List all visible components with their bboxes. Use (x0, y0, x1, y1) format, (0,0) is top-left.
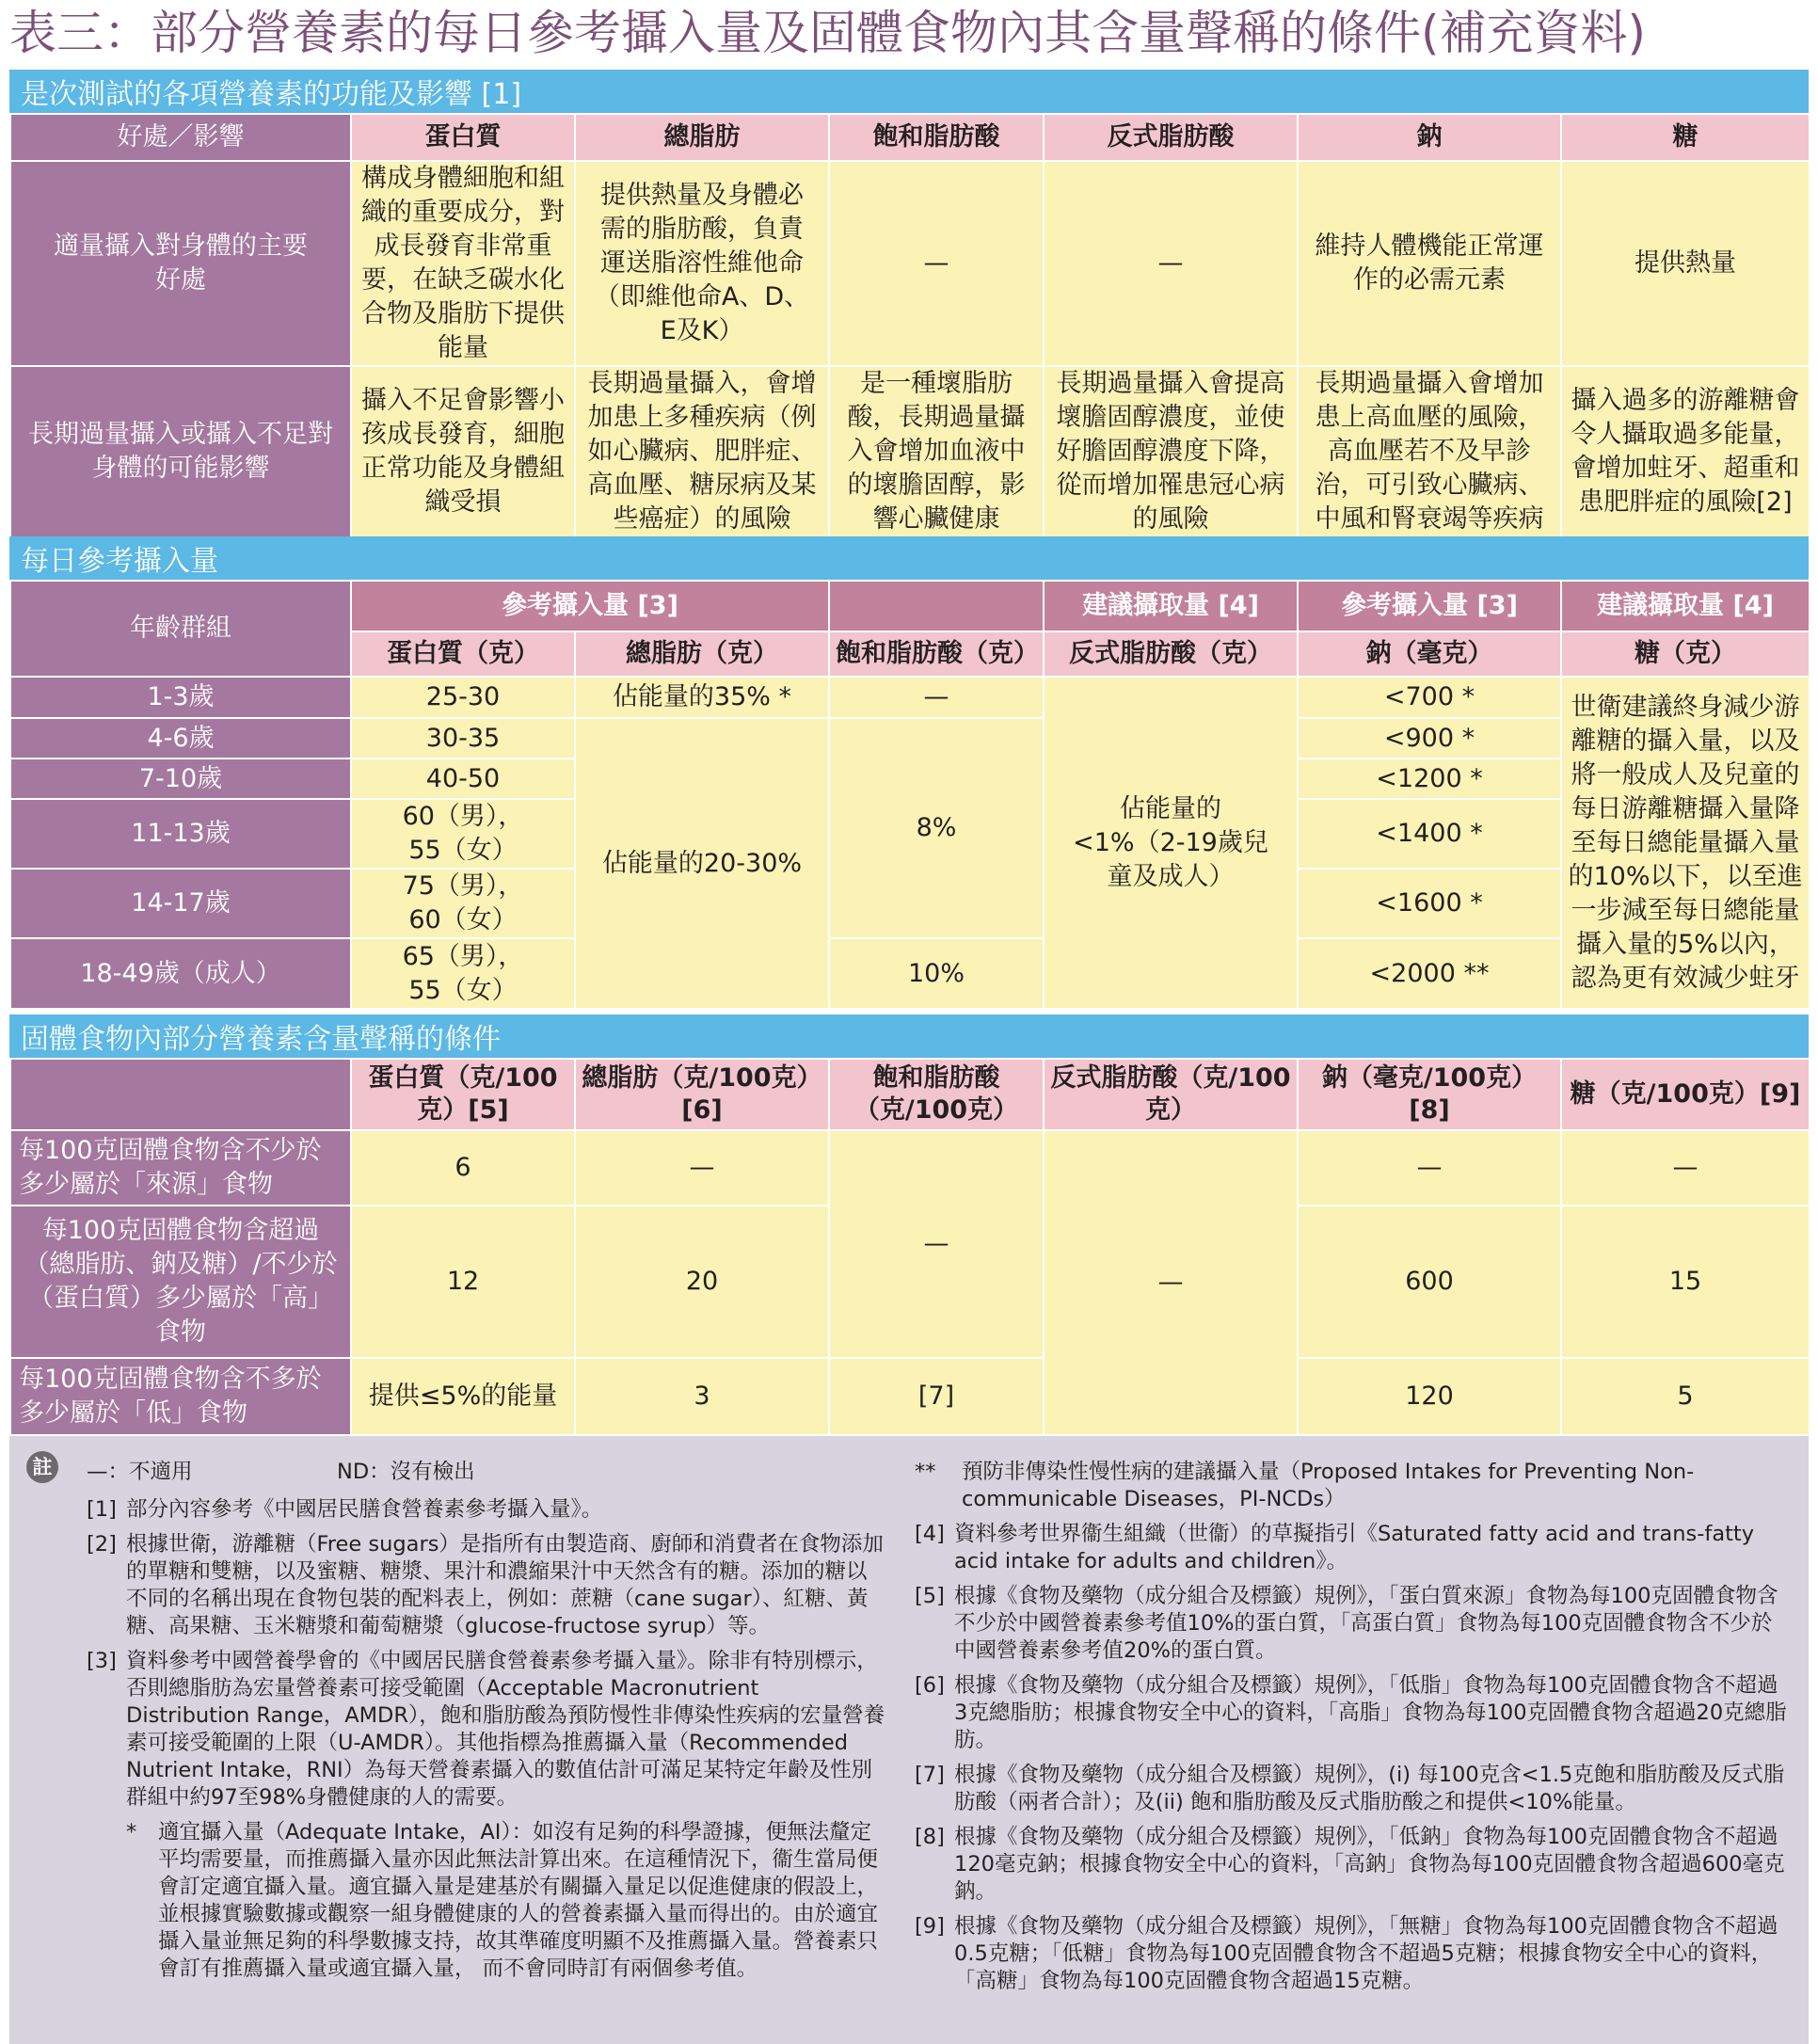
saturated-adult: 10% (829, 938, 1044, 1009)
group-header-suggest-trans: 建議攝取量 [4] (1044, 581, 1298, 631)
claims-header-fat: 總脂肪（克/100克）[6] (575, 1059, 829, 1130)
cell-benefit-protein: 構成身體細胞和組織的重要成分，對成長發育非常重要，在缺乏碳水化合物及脂肪下提供能量 (351, 161, 575, 366)
claims-header-protein: 蛋白質（克/100克）[5] (351, 1059, 575, 1130)
functions-table (9, 113, 1810, 538)
claim-saturated-merged: — (829, 1130, 1044, 1358)
header-sodium: 鈉 (1298, 114, 1561, 161)
claim-label-low: 每100克固體食物含不多於多少屬於「低」食物 (10, 1358, 351, 1435)
age-14-17: 14-17歲 (10, 869, 351, 938)
group-header-blank (829, 581, 1044, 631)
intake-table (9, 580, 1810, 1010)
notes-badge: 註 (26, 1451, 58, 1483)
protein-18-49: 65（男），55（女） (351, 938, 575, 1009)
header-sugar: 糖 (1561, 114, 1810, 161)
claims-header-sodium: 鈉（毫克/100克）[8] (1298, 1059, 1561, 1130)
legend-nd: ND：沒有檢出 (337, 1460, 475, 1484)
legend-na: —：不適用 (87, 1460, 193, 1484)
claim-source-fat: — (575, 1130, 829, 1206)
trans-all-ages: 佔能量的<1%（2-19歲兒童及成人） (1044, 677, 1298, 1009)
claim-low-protein: 提供≤5%的能量 (351, 1358, 575, 1435)
claim-source-protein: 6 (351, 1130, 575, 1206)
row-label-benefits: 適量攝入對身體的主要好處 (10, 161, 351, 366)
claim-source-sugar: — (1561, 1130, 1810, 1206)
fat-1-3: 佔能量的35% * (575, 677, 829, 718)
saturated-mid: 8% (829, 718, 1044, 938)
cell-benefit-fat: 提供熱量及身體必需的脂肪酸，負責運送脂溶性維他命（即維他命A、D、E及K） (575, 161, 829, 366)
claim-high-sodium: 600 (1298, 1206, 1561, 1358)
claim-low-fat: 3 (575, 1358, 829, 1435)
page-title: 表三：部分營養素的每日參考攝入量及固體食物內其含量聲稱的條件(補充資料) (9, 6, 1647, 60)
age-11-13: 11-13歲 (10, 799, 351, 869)
claims-header-saturated: 飽和脂肪酸（克/100克） (829, 1059, 1044, 1130)
notes-left-column (87, 1496, 886, 1990)
age-7-10: 7-10歲 (10, 759, 351, 799)
sodium-11-13: <1400 * (1298, 799, 1561, 869)
claim-high-sugar: 15 (1561, 1206, 1810, 1358)
row-label-effects: 長期過量攝入或攝入不足對身體的可能影響 (10, 366, 351, 537)
note-9: [9] 根據《食物及藥物（成分組合及標籤）規例》，「無糖」食物為每100克固體食物含不超過0.5克糖；「低糖」食物為每100克固體食物含不超過5克糖；根據食物安全中心的資料，「高糖」食物為每100克固體食物含超過15克糖。 (915, 1914, 1778, 1993)
sodium-18-49: <2000 ** (1298, 938, 1561, 1009)
cell-benefit-saturated: — (829, 161, 1044, 366)
protein-7-10: 40-50 (351, 759, 575, 799)
protein-4-6: 30-35 (351, 718, 575, 759)
note-2: [2] 根據世衛，游離糖（Free sugars）是指所有由製造商、廚師和消費者在食物添加的單糖和雙糖，以及蜜糖、糖漿、果汁和濃縮果汁中天然含有的糖。添加的糖以不同的名稱出現在食物包裝的配料表上，例如：蔗糖（cane sugar）、紅糖、黃糖、高果糖、玉米糖漿和葡萄糖漿（glucose-fructose syrup）等。 (87, 1532, 884, 1638)
note-1: [1] 部分內容參考《中國居民膳食營養素參考攝入量》。 (87, 1497, 603, 1522)
section-functions-band: 是次測試的各項營養素的功能及影響 [1] (9, 70, 1809, 113)
note-6: [6] 根據《食物及藥物（成分組合及標籤）規例》，「低脂」食物為每100克固體食物含不超過3克總脂肪；根據食物安全中心的資料，「高脂」食物為每100克固體食物含超過20克總脂肪。 (915, 1673, 1787, 1752)
claim-source-sodium: — (1298, 1130, 1561, 1206)
claim-low-sodium: 120 (1298, 1358, 1561, 1435)
sub-header-sugar: 糖（克） (1561, 631, 1810, 677)
note-pi-ncds: ** 預防非傳染性慢性病的建議攝入量（Proposed Intakes for Preventing Non-communicable Diseases，PI-NCDs） (915, 1460, 1695, 1511)
notes-panel (9, 1436, 1809, 2044)
corner-header: 好處／影響 (10, 114, 351, 161)
note-3: [3] 資料參考中國營養學會的《中國居民膳食營養素參考攝入量》。除非有特別標示，否則總脂肪為宏量營養素可接受範圍（Acceptable Macronutrient Distribution Range，AMDR），飽和脂肪酸為預防慢性非傳染性疾病的宏量營養素可接受範圍的上限（U-AMDR）。其他指標為推薦攝入量（Recommended Nutrient Intake，RNI）為每天營養素攝入的數值估計可滿足某特定年齡及性別群組中約97至98%身體健康的人的需要。 (87, 1649, 885, 1810)
sodium-7-10: <1200 * (1298, 759, 1561, 799)
protein-1-3: 25-30 (351, 677, 575, 718)
cell-effect-saturated: 是一種壞脂肪酸，長期過量攝入會增加血液中的壞膽固醇，影響心臟健康 (829, 366, 1044, 537)
sub-header-trans: 反式脂肪酸（克） (1044, 631, 1298, 677)
sodium-4-6: <900 * (1298, 718, 1561, 759)
cell-effect-sodium: 長期過量攝入會增加患上高血壓的風險，高血壓若不及早診治，可引致心臟病、中風和腎衰竭等疾病 (1298, 366, 1561, 537)
protein-11-13: 60（男），55（女） (351, 799, 575, 869)
group-header-ref: 參考攝入量 [3] (351, 581, 829, 631)
sub-header-fat: 總脂肪（克） (575, 631, 829, 677)
age-1-3: 1-3歲 (10, 677, 351, 718)
claim-label-source: 每100克固體食物含不少於多少屬於「來源」食物 (10, 1130, 351, 1206)
cell-effect-fat: 長期過量攝入，會增加患上多種疾病（例如心臟病、肥胖症、高血壓、糖尿病及某些癌症）的風險 (575, 366, 829, 537)
cell-effect-sugar: 攝入過多的游離糖會令人攝取過多能量，會增加蛀牙、超重和患肥胖症的風險[2] (1561, 366, 1810, 537)
note-7: [7] 根據《食物及藥物（成分組合及標籤）規例》，(i) 每100克含<1.5克飽和脂肪酸及反式脂肪酸（兩者合計）；及(ii) 飽和脂肪酸及反式脂肪酸之和提供<10%能量。 (915, 1763, 1785, 1814)
cell-benefit-trans: — (1044, 161, 1298, 366)
group-header-suggest-sugar: 建議攝取量 [4] (1561, 581, 1810, 631)
age-group-header: 年齡群組 (10, 581, 351, 677)
header-protein: 蛋白質 (351, 114, 575, 161)
sub-header-sodium: 鈉（毫克） (1298, 631, 1561, 677)
note-4: [4] 資料參考世界衞生組織（世衞）的草擬指引《Saturated fatty acid and trans-fatty acid intake for adults and children》。 (915, 1522, 1755, 1573)
claim-low-sugar: 5 (1561, 1358, 1810, 1435)
sub-header-saturated: 飽和脂肪酸（克） (829, 631, 1044, 677)
claim-label-high: 每100克固體食物含超過（總脂肪、鈉及糖）/不少於（蛋白質）多少屬於「高」食物 (10, 1206, 351, 1358)
note-ai: * 適宜攝入量（Adequate Intake，AI）：如沒有足夠的科學證據，便無法釐定平均需要量，而推薦攝入量亦因此無法計算出來。在這種情況下，衞生當局便會訂定適宜攝入量。適宜攝入量是建基於有關攝入量足以促進健康的假設上，並根據實驗數據或觀察一組身體健康的人的營養素攝入量而得出的。由於適宜攝入量並無足夠的科學數據支持，故其準確度明顯不及推薦攝入量。營養素只會訂有推薦攝入量或適宜攝入量， 而不會同時訂有兩個參考值。 (126, 1820, 879, 1981)
claims-header-sugar: 糖（克/100克）[9] (1561, 1059, 1810, 1130)
note-5: [5] 根據《食物及藥物（成分組合及標籤）規例》，「蛋白質來源」食物為每100克固體食物含不少於中國營養素參考值10%的蛋白質，「高蛋白質」食物為每100克固體食物含不少於中國營養素參考值20%的蛋白質。 (915, 1584, 1778, 1663)
saturated-1-3: — (829, 677, 1044, 718)
sodium-1-3: <700 * (1298, 677, 1561, 718)
age-4-6: 4-6歲 (10, 718, 351, 759)
fat-rest: 佔能量的20-30% (575, 718, 829, 1009)
cell-effect-trans: 長期過量攝入會提高壞膽固醇濃度，並使好膽固醇濃度下降，從而增加罹患冠心病的風險 (1044, 366, 1298, 537)
claim-high-fat: 20 (575, 1206, 829, 1358)
header-total-fat: 總脂肪 (575, 114, 829, 161)
header-saturated-fat: 飽和脂肪酸 (829, 114, 1044, 161)
section-claims-band: 固體食物內部分營養素含量聲稱的條件 (9, 1014, 1809, 1058)
age-18-49: 18-49歲（成人） (10, 938, 351, 1009)
claims-table (9, 1058, 1810, 1436)
header-trans-fat: 反式脂肪酸 (1044, 114, 1298, 161)
claim-trans-merged: — (1044, 1130, 1298, 1435)
cell-benefit-sugar: 提供熱量 (1561, 161, 1810, 366)
claims-corner (10, 1059, 351, 1130)
note-8: [8] 根據《食物及藥物（成分組合及標籤）規例》，「低鈉」食物為每100克固體食物含不超過120毫克鈉；根據食物安全中心的資料，「高鈉」食物為每100克固體食物含超過600毫克鈉。 (915, 1825, 1785, 1904)
claim-high-protein: 12 (351, 1206, 575, 1358)
sugar-recommendation: 世衛建議終身減少游離糖的攝入量，以及將一般成人及兒童的每日游離糖攝入量降至每日總能量攝入量的10%以下，以至進一步減至每日總能量攝入量的5%以內，認為更有效減少蛀牙 (1561, 677, 1810, 1009)
notes-right-column (915, 1459, 1790, 2003)
sodium-14-17: <1600 * (1298, 869, 1561, 938)
group-header-ref-sodium: 參考攝入量 [3] (1298, 581, 1561, 631)
sub-header-protein: 蛋白質（克） (351, 631, 575, 677)
claim-low-saturated: [7] (829, 1358, 1044, 1435)
cell-benefit-sodium: 維持人體機能正常運作的必需元素 (1298, 161, 1561, 366)
claims-header-trans: 反式脂肪酸（克/100克） (1044, 1059, 1298, 1130)
protein-14-17: 75（男），60（女） (351, 869, 575, 938)
cell-effect-protein: 攝入不足會影響小孩成長發育，細胞正常功能及身體組織受損 (351, 366, 575, 537)
section-intake-band: 每日參考攝入量 (9, 536, 1809, 580)
